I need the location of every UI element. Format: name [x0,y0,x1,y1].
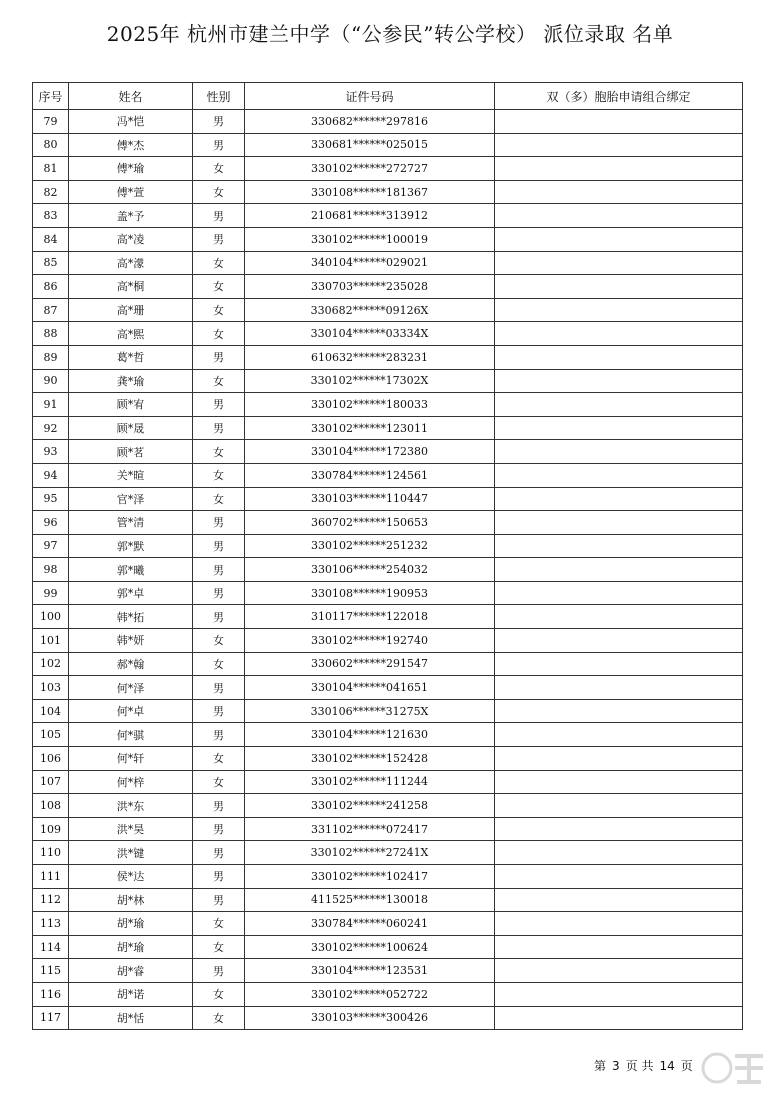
twin-binding-cell [495,912,743,936]
name-cell: 郭*卓 [69,581,193,605]
id-number-cell: 330703******235028 [245,275,495,299]
serial-cell: 86 [33,275,69,299]
footer-prefix: 第 [594,1059,607,1073]
name-cell: 韩*妍 [69,629,193,653]
table-row [33,463,743,487]
table-row [33,794,743,818]
serial-cell: 83 [33,204,69,228]
name-cell: 关*暄 [69,463,193,487]
serial-cell: 113 [33,912,69,936]
id-number-cell: 330681******025015 [245,133,495,157]
id-number-cell: 330103******300426 [245,1006,495,1030]
name-cell: 胡*瑜 [69,912,193,936]
twin-binding-cell [495,699,743,723]
twin-binding-cell [495,841,743,865]
gender-cell: 男 [193,204,245,228]
name-cell: 何*梓 [69,770,193,794]
id-number-cell: 210681******313912 [245,204,495,228]
table-row [33,770,743,794]
id-number-cell: 360702******150653 [245,511,495,535]
column-header-gender: 性别 [193,83,245,110]
twin-binding-cell [495,935,743,959]
serial-cell: 95 [33,487,69,511]
table-row [33,534,743,558]
id-number-cell: 330106******254032 [245,558,495,582]
name-cell: 胡*恬 [69,1006,193,1030]
gender-cell: 女 [193,770,245,794]
serial-cell: 94 [33,463,69,487]
table-row [33,440,743,464]
name-cell: 高*珊 [69,298,193,322]
name-cell: 洪*键 [69,841,193,865]
gender-cell: 男 [193,723,245,747]
name-cell: 顾*宥 [69,393,193,417]
id-number-cell: 330102******100624 [245,935,495,959]
gender-cell: 男 [193,581,245,605]
name-cell: 侯*达 [69,865,193,889]
twin-binding-cell [495,157,743,181]
table-row [33,676,743,700]
table-row [33,204,743,228]
id-number-cell: 330102******111244 [245,770,495,794]
twin-binding-cell [495,180,743,204]
site-watermark-logo [695,1046,775,1094]
gender-cell: 男 [193,959,245,983]
name-cell: 官*泽 [69,487,193,511]
table-row [33,652,743,676]
page-footer [594,1057,693,1074]
serial-cell: 96 [33,511,69,535]
total-page-number: 14 [659,1059,675,1073]
twin-binding-cell [495,511,743,535]
gender-cell: 男 [193,110,245,134]
twin-binding-cell [495,440,743,464]
serial-cell: 82 [33,180,69,204]
serial-cell: 79 [33,110,69,134]
table-row [33,865,743,889]
id-number-cell: 330102******17302X [245,369,495,393]
serial-cell: 88 [33,322,69,346]
twin-binding-cell [495,204,743,228]
id-number-cell: 330108******181367 [245,180,495,204]
column-header-id-number: 证件号码 [245,83,495,110]
table-row [33,110,743,134]
name-cell: 郭*默 [69,534,193,558]
serial-cell: 101 [33,629,69,653]
table-row [33,251,743,275]
name-cell: 高*濛 [69,251,193,275]
table-row [33,699,743,723]
serial-cell: 111 [33,865,69,889]
serial-cell: 114 [33,935,69,959]
gender-cell: 男 [193,511,245,535]
id-number-cell: 330102******251232 [245,534,495,558]
table-row [33,275,743,299]
table-row [33,605,743,629]
serial-cell: 109 [33,817,69,841]
table-row [33,157,743,181]
twin-binding-cell [495,463,743,487]
table-row [33,747,743,771]
serial-cell: 90 [33,369,69,393]
gender-cell: 男 [193,841,245,865]
serial-cell: 87 [33,298,69,322]
table-row [33,322,743,346]
twin-binding-cell [495,393,743,417]
table-row [33,888,743,912]
name-cell: 葛*哲 [69,345,193,369]
twin-binding-cell [495,251,743,275]
twin-binding-cell [495,534,743,558]
admission-table [32,82,743,1030]
serial-cell: 97 [33,534,69,558]
table-row [33,935,743,959]
name-cell: 顾*茗 [69,440,193,464]
name-cell: 高*桐 [69,275,193,299]
name-cell: 洪*东 [69,794,193,818]
table-row [33,581,743,605]
serial-cell: 93 [33,440,69,464]
table-row [33,227,743,251]
id-number-cell: 330102******152428 [245,747,495,771]
gender-cell: 女 [193,298,245,322]
serial-cell: 110 [33,841,69,865]
id-number-cell: 330602******291547 [245,652,495,676]
gender-cell: 男 [193,605,245,629]
name-cell: 胡*睿 [69,959,193,983]
gender-cell: 男 [193,345,245,369]
gender-cell: 女 [193,275,245,299]
serial-cell: 115 [33,959,69,983]
id-number-cell: 411525******130018 [245,888,495,912]
name-cell: 何*卓 [69,699,193,723]
name-cell: 管*清 [69,511,193,535]
table-row [33,959,743,983]
gender-cell: 男 [193,676,245,700]
id-number-cell: 330104******03334X [245,322,495,346]
gender-cell: 男 [193,817,245,841]
twin-binding-cell [495,605,743,629]
gender-cell: 女 [193,912,245,936]
gender-cell: 女 [193,982,245,1006]
twin-binding-cell [495,581,743,605]
twin-binding-cell [495,652,743,676]
twin-binding-cell [495,1006,743,1030]
gender-cell: 女 [193,157,245,181]
gender-cell: 男 [193,133,245,157]
table-row [33,345,743,369]
id-number-cell: 330106******31275X [245,699,495,723]
twin-binding-cell [495,676,743,700]
table-row [33,393,743,417]
serial-cell: 99 [33,581,69,605]
name-cell: 傅*杰 [69,133,193,157]
id-number-cell: 330104******172380 [245,440,495,464]
serial-cell: 98 [33,558,69,582]
twin-binding-cell [495,322,743,346]
twin-binding-cell [495,558,743,582]
id-number-cell: 330102******272727 [245,157,495,181]
twin-binding-cell [495,110,743,134]
table-row [33,558,743,582]
footer-mid: 页 共 [625,1059,654,1073]
name-cell: 胡*瑜 [69,935,193,959]
gender-cell: 女 [193,629,245,653]
serial-cell: 85 [33,251,69,275]
name-cell: 何*轩 [69,747,193,771]
serial-cell: 104 [33,699,69,723]
id-number-cell: 330682******297816 [245,110,495,134]
name-cell: 何*泽 [69,676,193,700]
gender-cell: 男 [193,865,245,889]
twin-binding-cell [495,227,743,251]
twin-binding-cell [495,369,743,393]
table-row [33,629,743,653]
gender-cell: 女 [193,463,245,487]
id-number-cell: 340104******029021 [245,251,495,275]
serial-cell: 103 [33,676,69,700]
twin-binding-cell [495,487,743,511]
id-number-cell: 610632******283231 [245,345,495,369]
serial-cell: 116 [33,982,69,1006]
twin-binding-cell [495,888,743,912]
gender-cell: 女 [193,369,245,393]
table-header-row [33,83,743,110]
gender-cell: 男 [193,416,245,440]
serial-cell: 100 [33,605,69,629]
name-cell: 胡*诺 [69,982,193,1006]
id-number-cell: 330104******121630 [245,723,495,747]
id-number-cell: 330784******124561 [245,463,495,487]
id-number-cell: 330102******102417 [245,865,495,889]
twin-binding-cell [495,982,743,1006]
name-cell: 傅*萱 [69,180,193,204]
serial-cell: 102 [33,652,69,676]
table-row [33,817,743,841]
id-number-cell: 330102******100019 [245,227,495,251]
gender-cell: 女 [193,747,245,771]
gender-cell: 女 [193,440,245,464]
twin-binding-cell [495,416,743,440]
name-cell: 何*骐 [69,723,193,747]
table-row [33,982,743,1006]
table-row [33,369,743,393]
name-cell: 顾*晟 [69,416,193,440]
column-header-twin-binding: 双（多）胞胎申请组合绑定 [495,83,743,110]
name-cell: 盖*予 [69,204,193,228]
serial-cell: 106 [33,747,69,771]
serial-cell: 84 [33,227,69,251]
twin-binding-cell [495,723,743,747]
twin-binding-cell [495,133,743,157]
serial-cell: 92 [33,416,69,440]
id-number-cell: 330104******041651 [245,676,495,700]
id-number-cell: 330102******052722 [245,982,495,1006]
gender-cell: 男 [193,699,245,723]
gender-cell: 女 [193,1006,245,1030]
table-row [33,487,743,511]
table-row [33,912,743,936]
serial-cell: 112 [33,888,69,912]
twin-binding-cell [495,629,743,653]
twin-binding-cell [495,865,743,889]
gender-cell: 男 [193,794,245,818]
id-number-cell: 330103******110447 [245,487,495,511]
name-cell: 韩*拓 [69,605,193,629]
gender-cell: 女 [193,322,245,346]
serial-cell: 117 [33,1006,69,1030]
twin-binding-cell [495,794,743,818]
name-cell: 冯*恺 [69,110,193,134]
twin-binding-cell [495,959,743,983]
id-number-cell: 330102******123011 [245,416,495,440]
twin-binding-cell [495,770,743,794]
name-cell: 高*熙 [69,322,193,346]
column-header-name: 姓名 [69,83,193,110]
gender-cell: 男 [193,558,245,582]
page-title: 2025年 杭州市建兰中学（“公参民”转公学校） 派位录取 名单 [106,22,674,46]
name-cell: 洪*昊 [69,817,193,841]
serial-cell: 81 [33,157,69,181]
table-row [33,841,743,865]
gender-cell: 男 [193,393,245,417]
id-number-cell: 330682******09126X [245,298,495,322]
serial-cell: 91 [33,393,69,417]
gender-cell: 女 [193,251,245,275]
id-number-cell: 331102******072417 [245,817,495,841]
name-cell: 高*凌 [69,227,193,251]
id-number-cell: 330784******060241 [245,912,495,936]
current-page-number: 3 [612,1059,620,1073]
table-row [33,416,743,440]
table-row [33,180,743,204]
twin-binding-cell [495,298,743,322]
id-number-cell: 310117******122018 [245,605,495,629]
table-row [33,723,743,747]
name-cell: 龚*瑜 [69,369,193,393]
table-row [33,1006,743,1030]
id-number-cell: 330102******241258 [245,794,495,818]
twin-binding-cell [495,345,743,369]
name-cell: 郭*曦 [69,558,193,582]
id-number-cell: 330102******27241X [245,841,495,865]
serial-cell: 108 [33,794,69,818]
gender-cell: 女 [193,935,245,959]
gender-cell: 男 [193,227,245,251]
id-number-cell: 330102******180033 [245,393,495,417]
footer-suffix: 页 [680,1059,693,1073]
name-cell: 胡*林 [69,888,193,912]
gender-cell: 女 [193,487,245,511]
id-number-cell: 330104******123531 [245,959,495,983]
column-header-serial: 序号 [33,83,69,110]
serial-cell: 105 [33,723,69,747]
gender-cell: 男 [193,534,245,558]
table-body [33,110,743,1030]
serial-cell: 107 [33,770,69,794]
name-cell: 傅*瑜 [69,157,193,181]
gender-cell: 男 [193,888,245,912]
gender-cell: 女 [193,652,245,676]
id-number-cell: 330108******190953 [245,581,495,605]
table-row [33,133,743,157]
id-number-cell: 330102******192740 [245,629,495,653]
serial-cell: 80 [33,133,69,157]
gender-cell: 女 [193,180,245,204]
table-row [33,298,743,322]
name-cell: 郝*翰 [69,652,193,676]
serial-cell: 89 [33,345,69,369]
twin-binding-cell [495,747,743,771]
twin-binding-cell [495,817,743,841]
table-row [33,511,743,535]
twin-binding-cell [495,275,743,299]
